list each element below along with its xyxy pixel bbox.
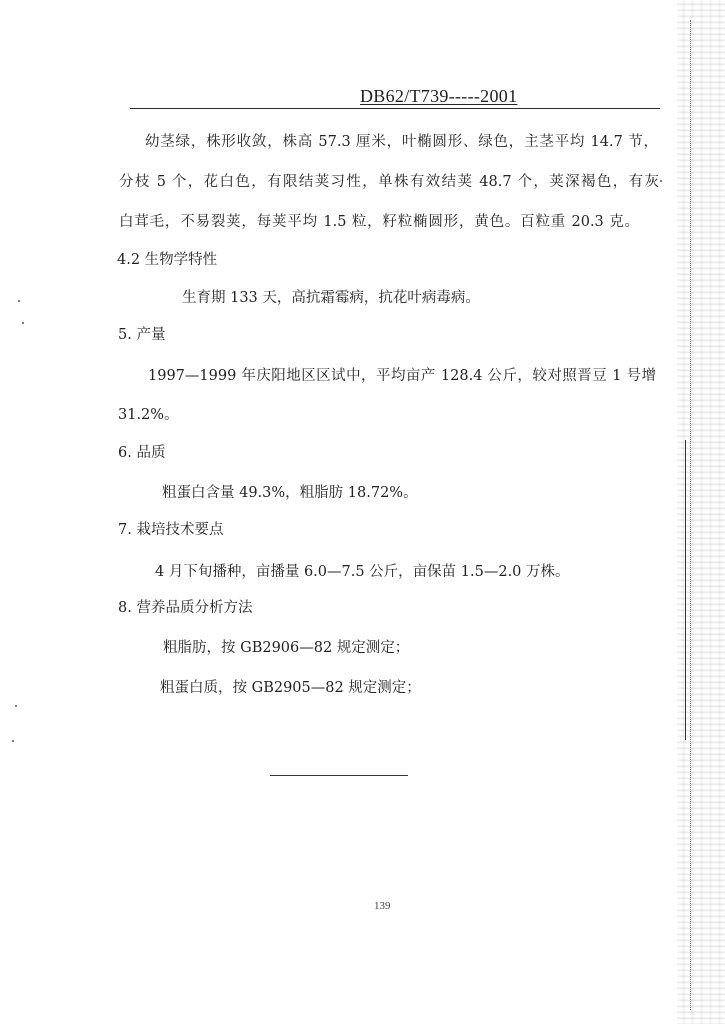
section-text-4-2: 生育期 133 天，高抗霜霉病，抗花叶病毒病。 xyxy=(182,290,480,306)
section-text-6: 粗蛋白含量 49.3%，粗脂肪 18.72%。 xyxy=(162,485,418,501)
standard-code: DB62/T739-----2001 xyxy=(360,86,518,106)
body-line-3: 白茸毛，不易裂荚，每荚平均 1.5 粒，籽粒椭圆形，黄色。百粒重 20.3 克。 xyxy=(119,214,639,230)
end-rule xyxy=(270,775,408,776)
section-text-5-line2: 31.2%。 xyxy=(118,407,179,423)
section-text-5-line1: 1997—1999 年庆阳地区区试中，平均亩产 128.4 公斤，较对照晋豆 1 号增 xyxy=(148,368,656,384)
section-8-item-1: 粗脂肪，按 GB2906—82 规定测定； xyxy=(163,640,410,656)
scan-edge-line xyxy=(685,440,686,740)
body-line-2: 分枝 5 个，花白色，有限结荚习性，单株有效结荚 48.7 个，荚深褐色，有灰 xyxy=(119,174,659,190)
section-text-7: 4 月下旬播种，亩播量 6.0—7.5 公斤，亩保苗 1.5—2.0 万株。 xyxy=(155,564,570,580)
section-heading-4-2: 4.2 生物学特性 xyxy=(117,252,218,268)
section-heading-7: 7. 栽培技术要点 xyxy=(118,522,224,538)
page-number: 139 xyxy=(374,900,391,912)
scan-speck xyxy=(660,180,662,182)
scan-speck xyxy=(15,705,17,707)
header-rule xyxy=(130,108,660,109)
section-heading-8: 8. 营养品质分析方法 xyxy=(118,600,253,616)
section-8-item-2: 粗蛋白质，按 GB2905—82 规定测定； xyxy=(160,680,421,696)
scan-speck xyxy=(18,300,20,302)
section-heading-6: 6. 品质 xyxy=(118,445,166,461)
scan-speck xyxy=(22,322,24,324)
scan-edge-dotted xyxy=(690,20,691,1010)
section-heading-5: 5. 产量 xyxy=(118,327,166,343)
scan-speck xyxy=(12,740,14,742)
body-line-1: 幼茎绿，株形收敛，株高 57.3 厘米，叶椭圆形、绿色，主茎平均 14.7 节， xyxy=(145,134,658,150)
